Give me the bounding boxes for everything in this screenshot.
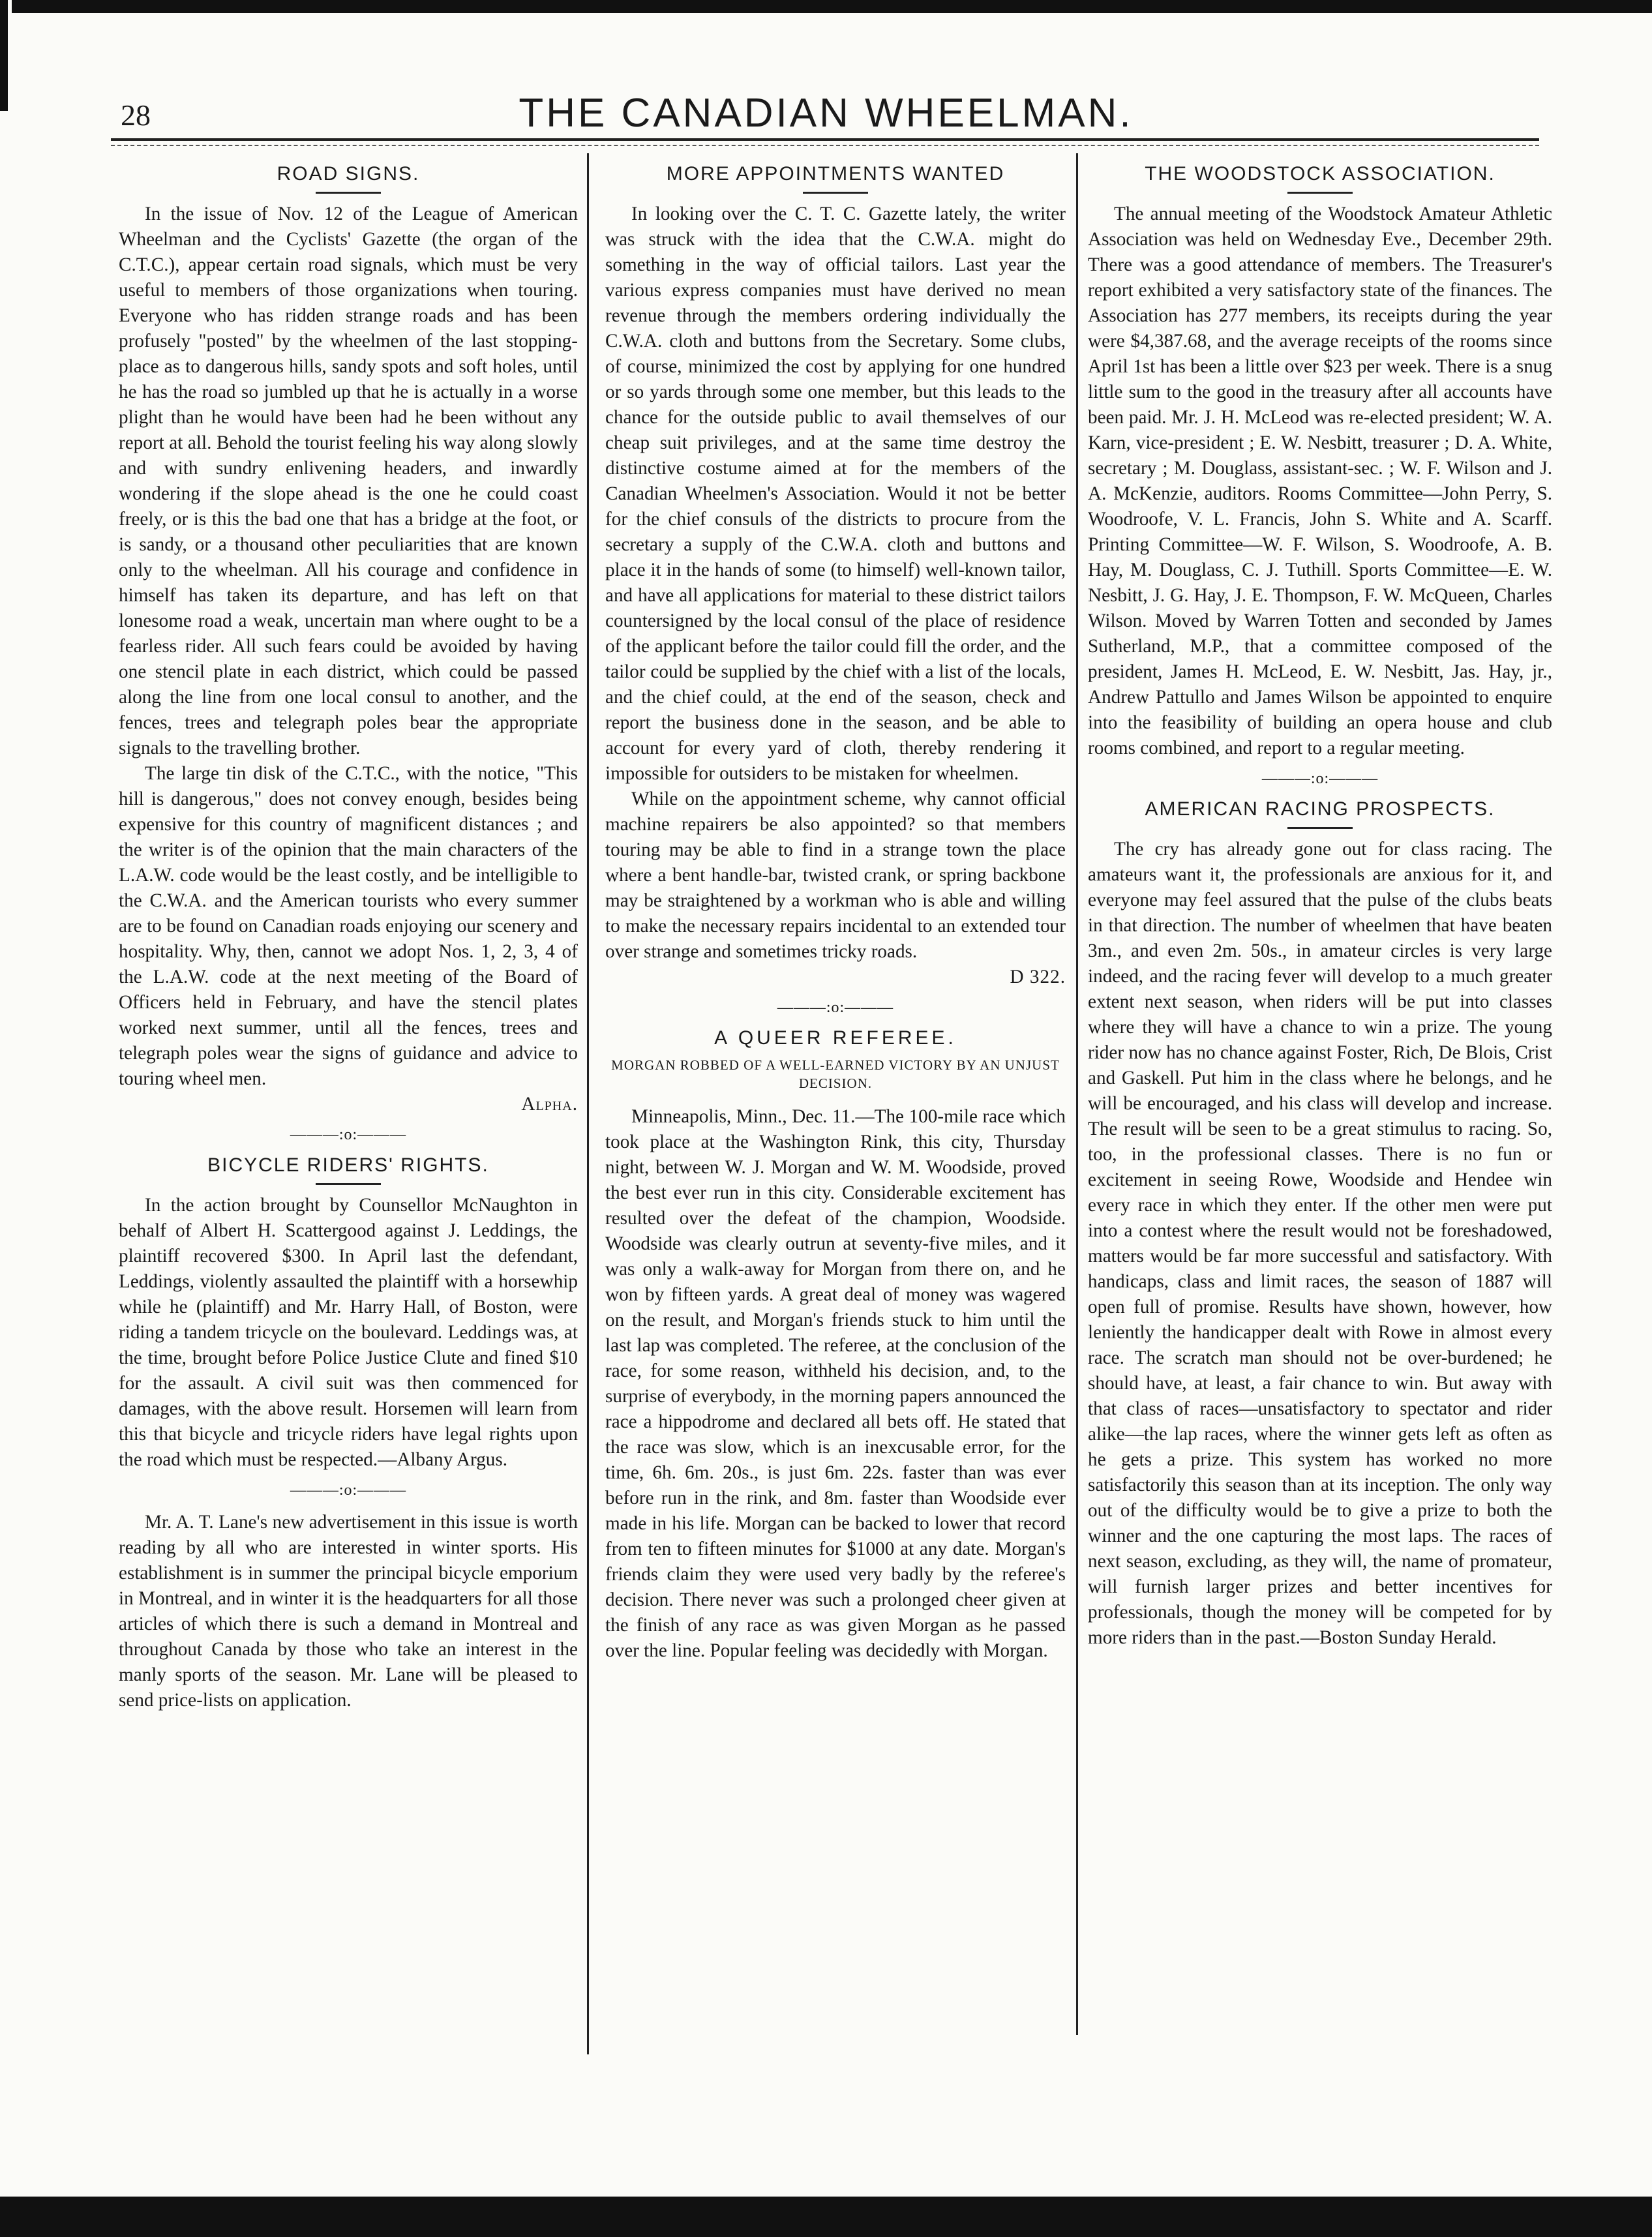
title-underline (316, 1183, 381, 1185)
article-paragraph: The large tin disk of the C.T.C., with the notice, "This hill is dangerous," does not convey enough, besides being expensive for this country of magnificent distances ; and the writer is of the opinion that the main characters of the L.A.W. code would be the least costly, and be intelligible to the C.W.A. and the American tourists who every summer are to be found on Canadian roads enjoying our scenery and hospitality. Why, then, cannot we adopt Nos. 1, 2, 3, 4 of the L.A.W. code at the next meeting of the Board of Officers held in February, and have the stencil plates worked next summer, until all the fences, trees and telegraph poles wear the signs of guidance and advice to touring wheel men. (119, 763, 578, 1089)
column-right (1088, 163, 1552, 1651)
article-signature: Alpha. (521, 1094, 578, 1115)
title-underline (803, 192, 868, 194)
page-number: 28 (121, 98, 151, 132)
title-underline (1287, 827, 1353, 829)
article-title-bicycle-rights: BICYCLE RIDERS' RIGHTS. (207, 1154, 489, 1176)
masthead-rule-dashed (111, 145, 1539, 146)
title-underline (316, 192, 381, 194)
column-middle (605, 163, 1066, 1664)
article-signature: D 322. (1010, 967, 1066, 987)
article-title-referee: A QUEER REFEREE. (714, 1027, 957, 1049)
article-paragraph: In the action brought by Counsellor McNaughton in behalf of Albert H. Scattergood against J. Leddings, the plaintiff recovered $300. In April last the defendant, Leddings, violently assaulted the plaintiff with a horsewhip while he (plaintiff) and Mr. Harry Hall, of Boston, were riding a tandem tricycle on the boulevard. Leddings was, at the time, brought before Police Justice Clute and fined $10 for the assault. A civil suit was then commenced for damages, with the above result. Horsemen will learn from this that bicycle and tricycle riders have legal rights upon the road which must be respected.—Albany Argus. (119, 1195, 578, 1470)
article-paragraph: Minneapolis, Minn., Dec. 11.—The 100-mile race which took place at the Washington Rink, this city, Thursday night, between W. J. Morgan and W. M. Woodside, proved the best ever run in this city. Considerable excitement has resulted over the defeat of the champion, Woodside. Woodside was clearly outrun at seventy-five miles, and it was only a walk-away for Morgan from there on, and he won by fifteen yards. A great deal of money was wagered on the result, and Morgan's friends stuck to him until the last lap was completed. The referee, at the conclusion of the race, for some reason, withheld his decision, and, to the surprise of everybody, in the morning papers announced the race a hippodrome and declared all bets off. He stated that the race was slow, which is an inexcusable error, for the time, 6h. 6m. 20s., is just 6m. 22s. faster than was ever before run in the rink, and 8m. faster than Woodside ever made in his life. Morgan can be backed to lower that record from ten to fifteen minutes for $1000 at any date. Morgan's friends claim they were used very badly by the referee's decision. There never was such a prolonged cheer given at the finish of any race as was given Morgan as he passed over the line. Popular feeling was decidedly with Morgan. (605, 1106, 1066, 1661)
section-divider: ———:o:——— (777, 999, 894, 1016)
section-divider: ———:o:——— (290, 1482, 407, 1499)
title-underline (1287, 192, 1353, 194)
article-paragraph: In looking over the C. T. C. Gazette lately, the writer was struck with the idea that the C.W.A. might do something in the way of official tailors. Last year the various express companies must have derived no mean revenue through the members ordering individually the C.W.A. cloth and buttons from the Secretary. Some clubs, of course, minimized the cost by applying for one hundred or so yards through some one member, but this leads to the chance for the outside public to avail themselves of our cheap suit privileges, and at the same time destroy the distinctive costume aimed at for the members of the Canadian Wheelmen's Association. Would it not be better for the chief consuls of the districts to procure from the secretary a supply of the C.W.A. cloth and buttons and place it in the hands of some (to himself) well-known tailor, and have all applications for material to these district tailors countersigned by the local consul of the place of residence of the applicant before the tailor could fill the order, and the tailor could be supplied by the chief with a list of the locals, and the chief could, at the end of the season, check and report the business done in the season, and be able to account for every yard of cloth, thereby rendering it impossible for outsiders to be mistaken for wheelmen. (605, 203, 1066, 784)
article-paragraph: In the issue of Nov. 12 of the League of American Wheelman and the Cyclists' Gazette (the organ of the C.T.C.), appear certain road signals, which must be very useful to members of those organizations when touring. Everyone who has ridden strange roads and has been profusely "posted" by the wheelmen of the last stopping-place as to dangerous hills, sandy spots and soft holes, until he has the road so jumbled up that he is actually in a worse plight than he would have been had he been without any report at all. Behold the tourist feeling his way along slowly and with sundry enlivening headers, and inwardly wondering if the slope ahead is the one he could coast freely, or is this the bad one that has a bridge at the foot, or is sandy, or a thousand other peculiarities that are known only to the wheelman. All his courage and confidence in himself has taken its departure, and has left on that lonesome road a weak, uncertain man where ought to be a fearless rider. All such fears could be avoided by having one stencil plate in each district, which could be passed along the line from one local consul to another, and the fences, trees and telegraph poles bear the appropriate signals to the travelling brother. (119, 203, 578, 758)
masthead-title: THE CANADIAN WHEELMAN. (518, 91, 1134, 136)
article-title-woodstock: THE WOODSTOCK ASSOCIATION. (1145, 163, 1495, 185)
article-title-appointments: MORE APPOINTMENTS WANTED (666, 163, 1005, 185)
column-divider-1 (587, 153, 589, 2054)
article-subtitle: MORGAN ROBBED OF A WELL-EARNED VICTORY BY AN UNJUST DECISION. (611, 1057, 1060, 1091)
article-paragraph: The cry has already gone out for class racing. The amateurs want it, the professionals are anxious for it, and everyone may feel assured that the pulse of the clubs beats in that direction. The number of wheelmen that have beaten 3m., and even 2m. 50s., in amateur circles is very large indeed, and the racing fever will develop to a much greater extent next season, when riders will be put into classes where they will have a chance to win a prize. The young rider now has no chance against Foster, Rich, De Blois, Crist and Gaskell. Put him in the class where he belongs, and he will be encouraged, and his class will develop and increase. The result will be seen to be a great stimulus to racing. So, too, in the professional classes. There is no fun or excitement in seeing Rowe, Woodside and Hendee win every race in which they enter. If the other men were put into a contest where the result would not be foreshadowed, matters would be far more successful and satisfactory. With handicaps, class and limit races, the season of 1887 will open full of promise. Results have shown, however, how leniently the handicapper dealt with Rowe in almost every race. The scratch man should not be over-burdened; he should have, at least, a fair chance to win. But away with that class of races—unsatisfactory to spectator and rider alike—the lap races, where the winner gets left as often as he gets a prize. This system has worked no more satisfactorily this season than at its inception. The only way out of the difficulty would be to give a prize to both the winner and the one capturing the most laps. The races of next season, excluding, as they will, the name of promateur, will furnish larger prizes and better incentives for professionals, though the money will be competed for by more riders than in the past.—Boston Sunday Herald. (1088, 839, 1552, 1648)
article-paragraph: Mr. A. T. Lane's new advertisement in this issue is worth reading by all who are interested in winter sports. His establishment is in summer the principal bicycle emporium in Montreal, and in winter it is the headquarters for all those articles of which there is such a demand in Montreal and throughout Canada by those who take an interest in the manly sports of the season. Mr. Lane will be pleased to send price-lists on application. (119, 1512, 578, 1711)
scan-edge-top (12, 0, 1652, 13)
article-title-road-signs: ROAD SIGNS. (277, 163, 420, 185)
article-title-racing: AMERICAN RACING PROSPECTS. (1145, 798, 1495, 820)
scan-edge-bottom (0, 2197, 1652, 2237)
masthead-rule (111, 138, 1539, 141)
article-paragraph: While on the appointment scheme, why cannot official machine repairers be also appointed? so that members touring may be able to find in a strange town the place where a bent handle-bar, twisted crank, or spring backbone may be straightened by a workman who is able and willing to make the necessary repairs incidental to an extended tour over strange and sometimes tricky roads. (605, 788, 1066, 962)
section-divider: ———:o:——— (1261, 770, 1379, 787)
section-divider: ———:o:——— (290, 1126, 407, 1143)
column-divider-2 (1076, 153, 1078, 2035)
column-left (119, 163, 578, 1713)
article-paragraph: The annual meeting of the Woodstock Amateur Athletic Association was held on Wednesday Eve., December 29th. There was a good attendance of members. The Treasurer's report exhibited a very satisfactory state of the finances. The Association has 277 members, its receipts during the year were $4,387.68, and the average receipts of the rooms since April 1st has been a little over $23 per week. There is a snug little sum to the good in the treasury after all accounts have been paid. Mr. J. H. McLeod was re-elected president; W. A. Karn, vice-president ; E. W. Nesbitt, treasurer ; D. A. White, secretary ; M. Douglass, assistant-sec. ; W. F. Wilson and J. A. McKenzie, auditors. Rooms Committee—John Perry, S. Woodroofe, V. L. Francis, John S. White and A. Scarff. Printing Committee—W. F. Wilson, S. Woodroofe, A. B. Hay, M. Douglass, C. J. Tuthill. Sports Committee—E. W. Nesbitt, J. G. Hay, J. E. Thompson, F. W. McQueen, Charles Wilson. Moved by Warren Totten and seconded by James Sutherland, M.P., that a committee composed of the president, James H. McLeod, E. W. Nesbitt, Jas. Hay, jr., Andrew Pattullo and James Wilson be appointed to enquire into the feasibility of building an opera house and club rooms combined, and report to a regular meeting. (1088, 203, 1552, 758)
